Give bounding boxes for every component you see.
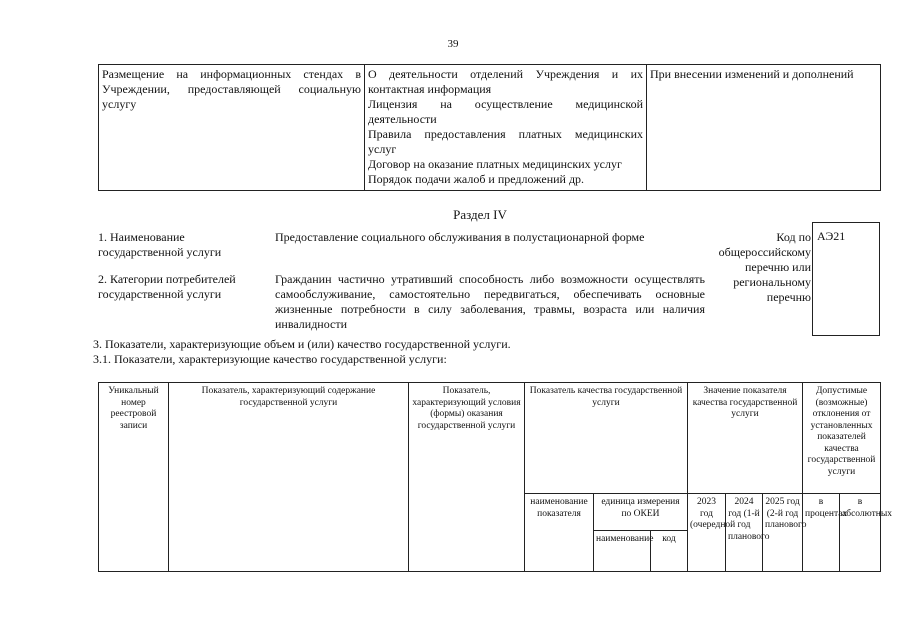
- placement-method: Размещение на информационных стендах в Учреждении, предоставляющей социальную услугу: [102, 67, 361, 111]
- header-content: Показатель, характеризующий содержание государственной услуги: [169, 383, 409, 572]
- header-absolute: в абсолютных: [840, 494, 881, 572]
- page-number: 39: [447, 38, 459, 50]
- header-quality-indicator: Показатель качества государственной услуги: [525, 383, 688, 494]
- update-frequency: При внесении изменений и дополнений: [650, 67, 854, 81]
- registry-code-value: АЭ21: [817, 229, 846, 243]
- table-row: [99, 65, 881, 191]
- consumers-label: 2. Категории потребителей государственной услуги: [98, 272, 236, 301]
- header-indicator-value: Значение показателя качества государственной услуги: [688, 383, 803, 494]
- placement-content-cell: [365, 65, 647, 191]
- list-item: О деятельности отделений Учреждения и их контактная информация: [368, 67, 643, 96]
- table-row: [99, 383, 881, 494]
- consumers-value: Гражданин частично утративший способность либо возможности осуществлять самообслуживание, самостоятельно передвигаться, обеспечивать основные жизненные потребности в силу заболевания, травмы, возраста или наличия инвалидности: [275, 272, 705, 331]
- list-item: Правила предоставления платных медицинских услуг: [368, 127, 643, 156]
- header-unit: единица измерения по ОКЕИ: [594, 494, 688, 531]
- header-conditions: Показатель, характеризующий условия (формы) оказания государственной услуги: [409, 383, 525, 572]
- header-percent: в процентах: [803, 494, 840, 572]
- header-unit-name: наименование: [594, 531, 651, 572]
- registry-code-box: [812, 222, 880, 336]
- list-item: Порядок подачи жалоб и предложений др.: [368, 172, 585, 186]
- header-allowed-deviation: Допустимые (возможные) отклонения от установленных показателей качества государственной услуги: [803, 383, 881, 494]
- list-item: Договор на оказание платных медицинских услуг: [368, 157, 622, 171]
- header-year-2023: 2023 год (очередной: [688, 494, 726, 572]
- service-name-label: 1. Наименование государственной услуги: [98, 230, 222, 259]
- header-indicator-name: наименование показателя: [525, 494, 594, 572]
- header-unique-number: Уникальный номер реестровой записи: [99, 383, 169, 572]
- placement-table: [98, 64, 881, 191]
- quality-indicators-table: [98, 382, 892, 572]
- header-year-2024: 2024 год (1-й год планового: [726, 494, 763, 572]
- list-item: Лицензия на осуществление медицинской деятельности: [368, 97, 643, 126]
- header-year-2025: 2025 год (2-й год планового: [763, 494, 803, 572]
- paragraph-3-1: 3.1. Показатели, характеризующие качество государственной услуги:: [93, 352, 447, 366]
- paragraph-3: 3. Показатели, характеризующие объем и (или) качество государственной услуги.: [93, 337, 511, 351]
- placement-method-cell: [99, 65, 365, 191]
- update-frequency-cell: [647, 65, 881, 191]
- header-unit-code: код: [651, 531, 688, 572]
- section-title: Раздел IV: [453, 207, 507, 222]
- registry-code-label: Код по общероссийскому перечню или региональному перечню: [718, 230, 811, 304]
- service-name-value: Предоставление социального обслуживания в полустационарной форме: [275, 230, 645, 244]
